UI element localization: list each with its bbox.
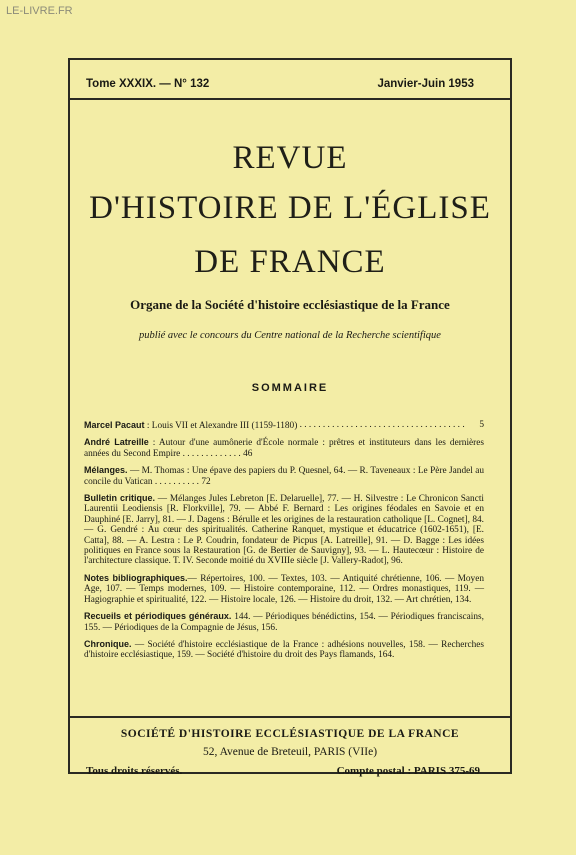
publie-note: publié avec le concours du Centre national de la Recherche scientifique bbox=[139, 330, 441, 341]
toc-text: 144. — Périodiques bénédictins, 154. — Périodiques franciscains, 155. — Périodiques de la Compagnie de Jésus, 156. bbox=[84, 612, 484, 633]
toc-section: Bulletin critique. bbox=[84, 493, 155, 504]
issue-line bbox=[86, 78, 474, 90]
toc-entry bbox=[84, 573, 484, 605]
toc-text: : Autour d'une aumônerie d'École normale : prêtres et instituteurs dans les dernières années du Second Empire bbox=[84, 438, 484, 459]
title-line-3: DE FRANCE bbox=[194, 244, 386, 280]
toc-page: 5 bbox=[479, 420, 484, 430]
toc-section: Recueils et périodiques généraux. bbox=[84, 611, 232, 622]
toc-entry bbox=[84, 493, 484, 567]
sommaire-heading: SOMMAIRE bbox=[251, 382, 329, 394]
toc-text: — Société d'histoire ecclésiastique de la France : adhésions nouvelles, 158. — Recherches d'histoire ecclésiastique, 159. — Société d'histoire du droit des Pays flamands, 164. bbox=[84, 639, 484, 661]
title-line-2: D'HISTOIRE DE L'ÉGLISE bbox=[89, 190, 491, 226]
toc-entry bbox=[84, 420, 484, 431]
toc-text: — Mélanges Jules Lebreton [E. Delaruelle], 77. — H. Silvestre : Le Chronicon Sancti Laurentii Leodiensis [R. Florkville], 79. — Abbé F. Bernard : Les origines féodales en Savoie et en Dauphiné [E. Jarry], 81. — J. Dagens : Bérulle et les origines de la restauration catholique [L. Cognet], 84. — G. Gendré : Au cœur des spiritualités. Catherine Ranquet, mystique et éducatrice (1602-1651), [E. Catta], 88. — A. Lestra : Le P. Coudrin, fondateur de Picpus [A. Latreille], 91. — D. Bagge : Les idées politiques en France sous la Restauration [G. de Bertier de Sauvigny], 93. — L. Hautecœur : Histoire de l'architecture classique. T. IV. Seconde moitié du XVIIIe siècle [J. Vallery-Radot], 96. bbox=[84, 494, 484, 567]
footer-line bbox=[86, 765, 480, 777]
rights-notice: Tous droits réservés. bbox=[86, 765, 183, 777]
tome-number: Tome XXXIX. — N° 132 bbox=[86, 78, 210, 90]
toc-section: Notes bibliographiques. bbox=[84, 572, 188, 583]
toc-text: — M. Thomas : Une épave des papiers du P. Quesnel, 64. — R. Taveneaux : Le Père Jandel au concile du Vatican bbox=[84, 466, 484, 487]
title-line-1: REVUE bbox=[232, 140, 348, 176]
leader-dots: . . . . . . . . . . bbox=[154, 476, 202, 487]
leader-dots: . . . . . . . . . . . . . . . . . . . . . . . . . . . . . . . . . . . . bbox=[297, 420, 465, 430]
organe-subtitle: Organe de la Société d'histoire ecclésiastique de la France bbox=[130, 297, 450, 312]
toc-page: 46 bbox=[243, 448, 253, 459]
footer-divider bbox=[68, 716, 512, 718]
publisher-name: SOCIÉTÉ D'HISTOIRE ECCLÉSIASTIQUE DE LA FRANCE bbox=[120, 728, 460, 740]
postal-account: Compte postal : PARIS 375-69 bbox=[336, 765, 480, 777]
publisher-address: 52, Avenue de Breteuil, PARIS (VIIe) bbox=[202, 746, 378, 758]
toc-author: André Latreille bbox=[84, 437, 149, 448]
toc-entry bbox=[84, 611, 484, 633]
toc-entry bbox=[84, 437, 484, 459]
toc-entry bbox=[84, 465, 484, 487]
toc-entry bbox=[84, 639, 484, 661]
toc-author: Marcel Pacaut bbox=[84, 420, 145, 430]
watermark: LE-LIVRE.FR bbox=[6, 5, 73, 17]
toc-text: — Répertoires, 100. — Textes, 103. — Antiquité chrétienne, 106. — Moyen Age, 107. — Temps modernes, 109. — Histoire contemporaine, 112. — Ordres monastiques, 119. — Hagiographie et spiritualité, 122. — Histoire locale, 126. — Histoire du droit, 132. — Art chrétien, 134. bbox=[84, 573, 484, 605]
toc-page: 72 bbox=[201, 476, 211, 487]
toc-section: Mélanges. bbox=[84, 465, 128, 476]
header-divider bbox=[68, 98, 512, 100]
table-of-contents bbox=[84, 420, 484, 667]
leader-dots: . . . . . . . . . . . . . bbox=[182, 448, 244, 459]
toc-text: : Louis VII et Alexandre III (1159-1180) bbox=[144, 421, 298, 431]
issue-date: Janvier-Juin 1953 bbox=[377, 78, 474, 90]
toc-section: Chronique. bbox=[84, 638, 132, 649]
